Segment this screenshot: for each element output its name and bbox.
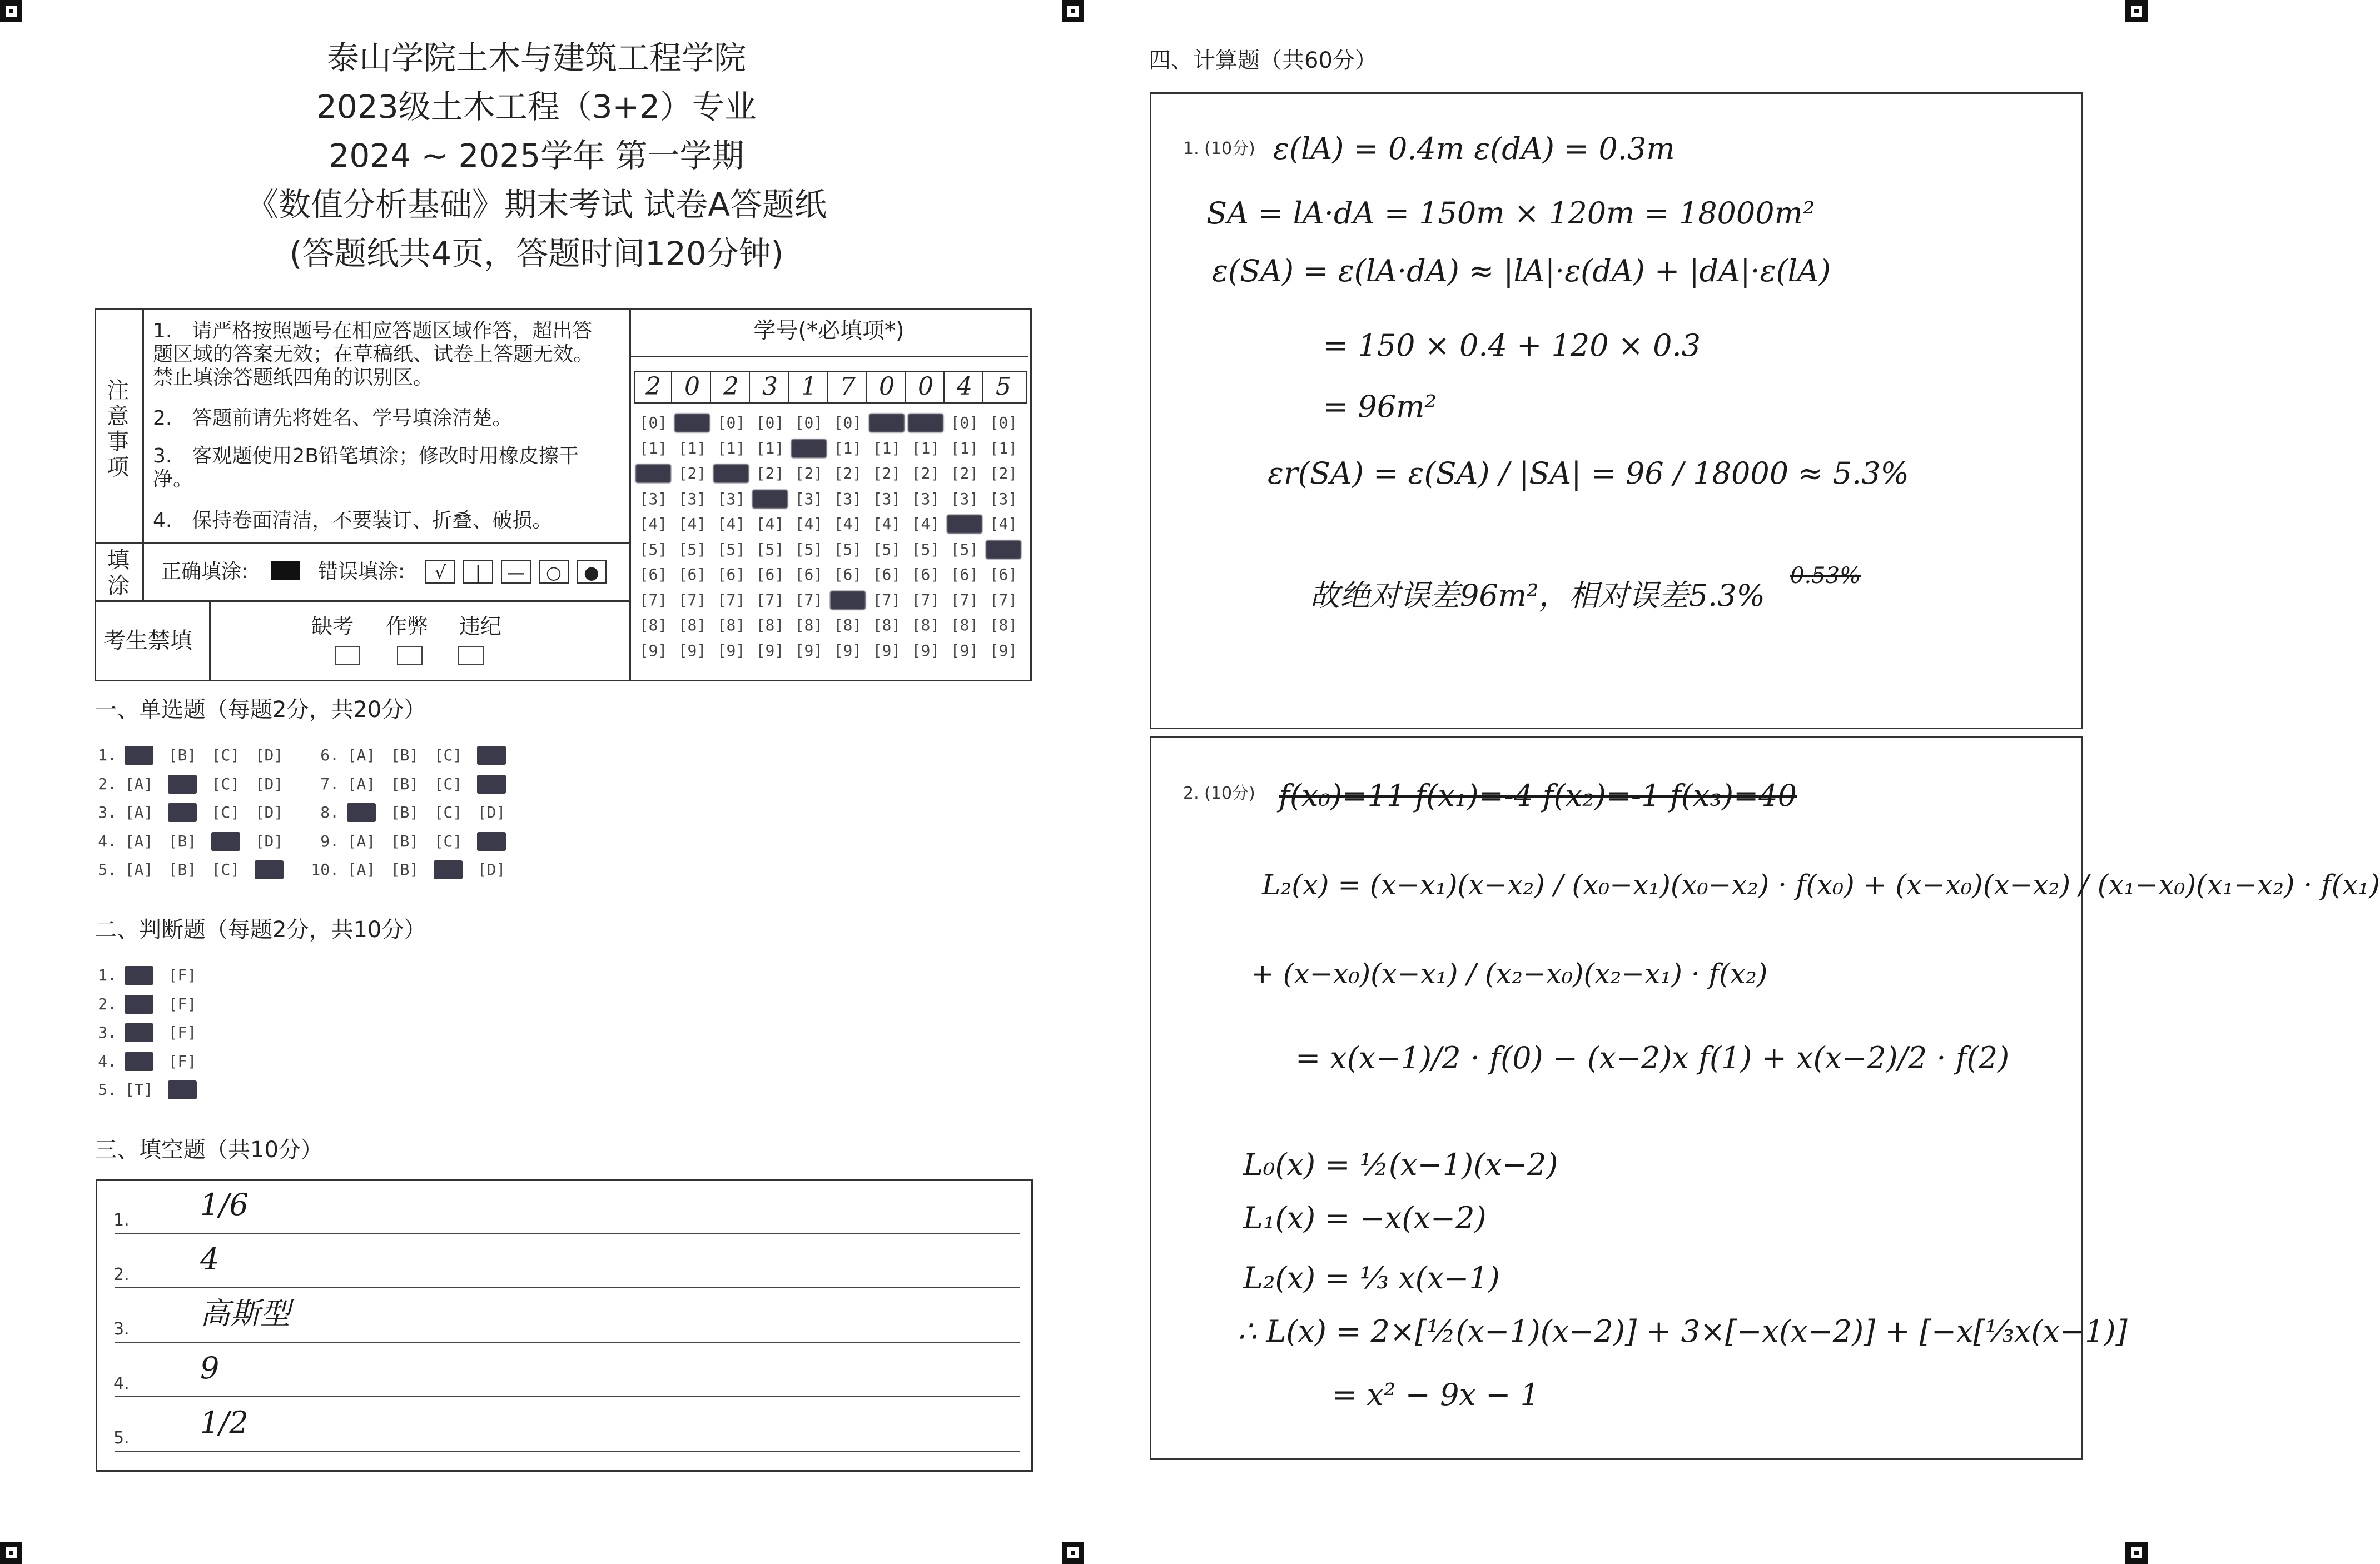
student-id-bubble[interactable]: [1] xyxy=(950,439,979,457)
choice-option-bubble[interactable]: [B] xyxy=(168,831,197,850)
section4-title: 四、计算题（共60分） xyxy=(1149,48,1377,73)
q2-line-5: L₁(x) = −x(x−2) xyxy=(1243,1201,1487,1236)
judge-question-row xyxy=(83,1052,211,1071)
corner-mark-top-middle xyxy=(1062,0,1084,22)
violation-checkbox[interactable] xyxy=(458,646,484,665)
correct-fill-label: 正确填涂: xyxy=(161,560,249,583)
question-number: 9. xyxy=(320,831,339,850)
q2-label: 2. (10分) xyxy=(1183,784,1255,803)
student-id-bubble[interactable]: [1] xyxy=(833,439,862,457)
q1-line-6: εr(SA) = ε(SA) / |SA| = 96 / 18000 ≈ 5.3% xyxy=(1268,456,1909,491)
choice-question-row xyxy=(83,832,298,851)
student-id-bubble[interactable]: [4] xyxy=(794,515,823,533)
choice-option-bubble[interactable]: [C] xyxy=(211,860,240,879)
student-id-bubble[interactable] xyxy=(791,439,827,458)
judge-question-row xyxy=(83,995,211,1014)
q1-line-3: ε(SA) = ε(lA·dA) ≈ |lA|·ε(dA) + |dA|·ε(lA) xyxy=(1212,253,1831,288)
judge-option-bubble[interactable]: [T] xyxy=(125,1080,153,1099)
cheat-checkbox[interactable] xyxy=(397,646,423,665)
corner-mark-bottom-middle xyxy=(1062,1542,1084,1564)
exam-option-violation: 违纪 xyxy=(459,614,502,639)
section1-title: 一、单选题（每题2分，共20分） xyxy=(95,697,426,723)
notice-item-1: 1. 请严格按照题号在相应答题区域作答，超出答题区域的答案无效；在草稿纸、试卷上答题无效。禁止填涂答题纸四角的识别区。 xyxy=(153,320,594,389)
choice-option-bubble[interactable]: [B] xyxy=(390,803,419,821)
student-id-bubble[interactable]: [9] xyxy=(872,641,901,660)
student-id-bubble[interactable]: [6] xyxy=(717,565,746,584)
student-id-bubble[interactable]: [9] xyxy=(989,641,1018,660)
blank-underline xyxy=(115,1342,1020,1343)
section3-title: 三、填空题（共10分） xyxy=(95,1137,323,1163)
choice-option-bubble[interactable]: [B] xyxy=(168,746,197,764)
judge-question-row xyxy=(83,1080,211,1099)
student-id-bubble[interactable]: [3] xyxy=(911,489,940,508)
q2-struck-line: f(x₀)=11 f(x₁)=-4 f(x₂)=-1 f(x₃)=40 xyxy=(1279,778,1797,813)
student-id-bubble[interactable]: [1] xyxy=(639,439,668,457)
student-id-bubble[interactable]: [7] xyxy=(794,590,823,609)
student-id-bubble[interactable]: [6] xyxy=(950,565,979,584)
student-id-bubble[interactable]: [0] xyxy=(833,414,862,432)
judge-option-bubble[interactable]: [F] xyxy=(168,994,197,1013)
corner-mark-top-left xyxy=(0,0,22,22)
q2-line-1: L₂(x) = (x−x₁)(x−x₂) / (x₀−x₁)(x₀−x₂) · f(x₀) + (x−x₀)(x−x₂) / (x₁−x₀)(x₁−x₂) · f(x₁) xyxy=(1262,869,2380,901)
student-id-bubble[interactable]: [3] xyxy=(639,489,668,508)
judge-option-bubble[interactable]: [F] xyxy=(168,1052,197,1070)
corner-mark-bottom-left xyxy=(0,1542,22,1564)
header-college: 泰山学院土木与建筑工程学院 xyxy=(326,39,746,77)
choice-option-bubble[interactable]: [D] xyxy=(255,803,284,821)
student-id-bubble[interactable]: [5] xyxy=(794,540,823,559)
student-id-bubble[interactable]: [8] xyxy=(717,616,746,634)
student-id-bubble[interactable]: [7] xyxy=(639,590,668,609)
student-id-bubble[interactable]: [1] xyxy=(717,439,746,457)
student-id-bubble[interactable]: [9] xyxy=(911,641,940,660)
student-id-bubble[interactable]: [5] xyxy=(756,540,784,559)
student-id-bubble[interactable]: [3] xyxy=(872,489,901,508)
q1-answer-box xyxy=(1150,92,2083,729)
student-id-bubble[interactable]: [9] xyxy=(950,641,979,660)
student-id-bubble[interactable]: [8] xyxy=(833,616,862,634)
student-id-digit: 0 xyxy=(674,372,711,402)
question-number: 1. xyxy=(98,746,117,764)
corner-mark-top-right xyxy=(2125,0,2148,22)
student-id-bubble[interactable] xyxy=(830,591,866,610)
choice-option-bubble[interactable]: [A] xyxy=(125,831,153,850)
choice-option-bubble[interactable]: [D] xyxy=(477,860,506,879)
blank-answer[interactable]: 4 xyxy=(200,1242,220,1277)
student-id-bubble[interactable] xyxy=(869,414,905,432)
judge-option-bubble[interactable] xyxy=(125,966,153,985)
question-number: 4. xyxy=(98,831,117,850)
question-number: 2. xyxy=(98,774,117,793)
student-id-digit: 5 xyxy=(996,372,1011,401)
student-id-bubble[interactable]: [3] xyxy=(678,489,707,508)
choice-option-bubble[interactable]: [C] xyxy=(434,803,463,821)
student-id-bubble[interactable]: [5] xyxy=(911,540,940,559)
choice-option-bubble[interactable]: [C] xyxy=(211,774,240,793)
choice-option-bubble[interactable]: [C] xyxy=(434,831,463,850)
choice-question-row xyxy=(306,832,520,851)
judge-option-bubble[interactable] xyxy=(125,995,153,1014)
choice-option-bubble[interactable] xyxy=(168,775,197,794)
student-id-bubble[interactable]: [4] xyxy=(678,515,707,533)
student-id-bubble[interactable]: [5] xyxy=(678,540,707,559)
student-id-bubble[interactable]: [3] xyxy=(833,489,862,508)
student-id-bubble[interactable]: [7] xyxy=(911,590,940,609)
choice-option-bubble[interactable]: [A] xyxy=(125,774,153,793)
student-id-bubble[interactable]: [4] xyxy=(717,515,746,533)
notice-item-3: 3. 客观题使用2B铅笔填涂；修改时用橡皮擦干净。 xyxy=(153,445,579,491)
blank-number: 5. xyxy=(113,1428,130,1448)
student-id-bubble[interactable]: [4] xyxy=(833,515,862,533)
blank-underline xyxy=(115,1287,1020,1288)
wrong-fill-dot: ● xyxy=(577,560,607,584)
choice-option-bubble[interactable]: [D] xyxy=(255,831,284,850)
judge-option-bubble[interactable]: [F] xyxy=(168,1023,197,1042)
q1-line-4: = 150 × 0.4 + 120 × 0.3 xyxy=(1323,328,1701,363)
student-id-bubble[interactable]: [6] xyxy=(833,565,862,584)
blank-number: 4. xyxy=(113,1374,130,1393)
choice-option-bubble[interactable]: [A] xyxy=(347,831,376,850)
student-id-bubble[interactable]: [4] xyxy=(872,515,901,533)
choice-option-bubble[interactable]: [B] xyxy=(390,774,419,793)
student-id-bubble[interactable]: [6] xyxy=(872,565,901,584)
q2-line-8: = x² − 9x − 1 xyxy=(1332,1377,1539,1412)
student-id-bubble[interactable]: [1] xyxy=(756,439,784,457)
student-id-bubble[interactable]: [3] xyxy=(717,489,746,508)
student-id-digit: 7 xyxy=(830,372,867,402)
exam-restricted-label: 考生禁填 xyxy=(103,628,192,654)
student-id-bubble[interactable]: [2] xyxy=(833,464,862,482)
student-id-bubble[interactable]: [0] xyxy=(794,414,823,432)
student-id-bubble[interactable]: [7] xyxy=(989,590,1018,609)
question-number: 6. xyxy=(320,746,339,764)
choice-option-bubble[interactable] xyxy=(477,746,506,765)
student-id-bubble[interactable]: [1] xyxy=(678,439,707,457)
q2-answer-box xyxy=(1150,736,2083,1460)
student-id-bubble[interactable]: [2] xyxy=(678,464,707,482)
choice-option-bubble[interactable]: [D] xyxy=(255,774,284,793)
student-id-digit: 3 xyxy=(752,372,789,402)
student-id-digit: 0 xyxy=(869,372,906,402)
choice-question-row xyxy=(306,860,520,879)
student-id-bubble[interactable]: [8] xyxy=(756,616,784,634)
student-id-bubble[interactable]: [8] xyxy=(794,616,823,634)
q1-line-7: 故绝对误差96m²，相对误差5.3% xyxy=(1310,578,1765,613)
student-id-bubble[interactable]: [4] xyxy=(639,515,668,533)
choice-option-bubble[interactable]: [A] xyxy=(347,746,376,764)
student-id-bubble[interactable]: [6] xyxy=(911,565,940,584)
student-id-bubble[interactable]: [3] xyxy=(794,489,823,508)
student-id-bubble[interactable]: [5] xyxy=(950,540,979,559)
student-id-bubble[interactable] xyxy=(908,414,943,432)
blank-underline xyxy=(115,1451,1020,1452)
fill-label: 填涂 xyxy=(107,547,130,599)
choice-question-row xyxy=(83,803,298,822)
student-id-bubble[interactable]: [0] xyxy=(639,414,668,432)
student-id-bubble[interactable]: [8] xyxy=(911,616,940,634)
question-number: 5. xyxy=(98,860,117,879)
judge-question-row xyxy=(83,1023,211,1042)
student-id-bubble[interactable]: [9] xyxy=(639,641,668,660)
student-id-digit: 2 xyxy=(713,372,750,402)
student-id-bubble[interactable]: [0] xyxy=(756,414,784,432)
student-id-bubble[interactable]: [8] xyxy=(989,616,1018,634)
student-id-bubble[interactable] xyxy=(635,464,671,483)
student-id-bubble[interactable]: [2] xyxy=(950,464,979,482)
choice-option-bubble[interactable] xyxy=(477,832,506,851)
question-number: 5. xyxy=(98,1080,117,1099)
blank-number: 3. xyxy=(113,1319,130,1339)
notice-item-2: 2. 答题前请先将姓名、学号填涂清楚。 xyxy=(153,407,513,430)
student-id-bubble[interactable]: [6] xyxy=(756,565,784,584)
header-exam-title: 《数值分析基础》期末考试 试卷A答题纸 xyxy=(246,186,827,223)
student-id-bubble[interactable]: [8] xyxy=(872,616,901,634)
blank-underline xyxy=(115,1233,1020,1234)
choice-option-bubble[interactable] xyxy=(125,746,153,765)
blank-underline xyxy=(115,1396,1020,1397)
student-id-bubble[interactable]: [4] xyxy=(989,515,1018,533)
student-id-label: 学号(*必填项*) xyxy=(753,318,905,343)
wrong-fill-circle: ○ xyxy=(539,560,569,584)
student-id-bubble[interactable]: [0] xyxy=(950,414,979,432)
student-id-bubble[interactable]: [7] xyxy=(950,590,979,609)
wrong-fill-samples xyxy=(425,560,607,584)
question-number: 4. xyxy=(98,1052,117,1070)
wrong-fill-dash: — xyxy=(501,560,531,584)
student-id-bubble[interactable]: [6] xyxy=(794,565,823,584)
student-id-bubble[interactable]: [9] xyxy=(756,641,784,660)
choice-option-bubble[interactable]: [C] xyxy=(211,746,240,764)
student-id-bubble[interactable]: [2] xyxy=(756,464,784,482)
choice-option-bubble[interactable]: [C] xyxy=(211,803,240,821)
q1-line-2: SA = lA·dA = 150m × 120m = 18000m² xyxy=(1206,196,1815,231)
choice-option-bubble[interactable] xyxy=(434,860,463,879)
choice-option-bubble[interactable]: [D] xyxy=(477,803,506,821)
student-id-bubble[interactable] xyxy=(674,414,710,432)
judge-option-bubble[interactable] xyxy=(125,1023,153,1042)
question-number: 8. xyxy=(320,803,339,821)
judge-option-bubble[interactable] xyxy=(168,1080,197,1099)
choice-question-row xyxy=(83,860,298,879)
blank-answer[interactable]: 1/2 xyxy=(200,1405,249,1440)
question-number: 3. xyxy=(98,1023,117,1042)
student-id-bubble[interactable]: [4] xyxy=(911,515,940,533)
student-id-bubble[interactable]: [6] xyxy=(678,565,707,584)
student-id-bubble[interactable]: [0] xyxy=(989,414,1018,432)
question-number: 2. xyxy=(98,994,117,1013)
choice-option-bubble[interactable] xyxy=(211,832,240,851)
student-id-bubble[interactable]: [7] xyxy=(678,590,707,609)
notice-label: 注意事项 xyxy=(107,378,129,480)
student-id-bubble[interactable]: [9] xyxy=(678,641,707,660)
student-id-bubble[interactable]: [1] xyxy=(989,439,1018,457)
student-id-bubble[interactable]: [3] xyxy=(989,489,1018,508)
blank-number: 1. xyxy=(113,1211,130,1230)
student-id-bubble[interactable]: [1] xyxy=(911,439,940,457)
choice-option-bubble[interactable] xyxy=(477,775,506,794)
choice-option-bubble[interactable]: [C] xyxy=(434,774,463,793)
choice-option-bubble[interactable]: [A] xyxy=(347,774,376,793)
choice-question-row xyxy=(306,746,520,765)
notice-item-4: 4. 保持卷面清洁，不要装订、折叠、破损。 xyxy=(153,509,553,532)
wrong-fill-check: √ xyxy=(425,560,455,584)
student-id-bubble[interactable]: [4] xyxy=(756,515,784,533)
student-id-bubble[interactable]: [8] xyxy=(950,616,979,634)
student-id-bubble[interactable]: [8] xyxy=(639,616,668,634)
student-id-digit: 0 xyxy=(908,372,945,402)
choice-option-bubble[interactable]: [C] xyxy=(434,746,463,764)
blank-number: 2. xyxy=(113,1265,130,1284)
choice-option-bubble[interactable]: [B] xyxy=(168,860,197,879)
student-id-bubble[interactable]: [2] xyxy=(872,464,901,482)
student-id-bubble[interactable] xyxy=(752,490,788,509)
section2-title: 二、判断题（每题2分，共10分） xyxy=(95,917,426,943)
choice-question-row xyxy=(83,775,298,794)
student-id-bubble[interactable]: [1] xyxy=(872,439,901,457)
question-number: 10. xyxy=(311,860,339,879)
q1-line-1: ε(lA) = 0.4m ε(dA) = 0.3m xyxy=(1273,131,1675,166)
student-id-bubble[interactable]: [7] xyxy=(756,590,784,609)
student-id-bubble[interactable]: [5] xyxy=(639,540,668,559)
wrong-fill-bar: | xyxy=(463,560,493,584)
student-id-bubble[interactable]: [0] xyxy=(717,414,746,432)
q2-line-3: = x(x−1)/2 · f(0) − (x−2)x f(1) + x(x−2)/2 · f(2) xyxy=(1295,1040,2010,1075)
q1-struck-value: 0.53% xyxy=(1790,563,1861,589)
q2-line-6: L₂(x) = ⅓ x(x−1) xyxy=(1243,1261,1500,1296)
exam-option-cheat: 作弊 xyxy=(386,614,429,639)
student-id-digit: 4 xyxy=(947,372,983,402)
choice-question-row xyxy=(83,746,298,765)
wrong-fill-label: 错误填涂: xyxy=(318,560,405,583)
student-id-bubble[interactable]: [2] xyxy=(794,464,823,482)
q2-line-4: L₀(x) = ½(x−1)(x−2) xyxy=(1243,1147,1558,1182)
q1-label: 1. (10分) xyxy=(1183,139,1255,158)
student-id-bubble[interactable]: [7] xyxy=(872,590,901,609)
choice-option-bubble[interactable]: [A] xyxy=(125,803,153,821)
student-id-digit: 2 xyxy=(635,372,672,402)
judge-option-bubble[interactable] xyxy=(125,1052,153,1071)
header-semester: 2024 ~ 2025学年 第一学期 xyxy=(329,137,744,175)
choice-option-bubble[interactable]: [B] xyxy=(390,860,419,879)
choice-option-bubble[interactable] xyxy=(347,803,376,822)
q2-line-7: ∴ L(x) = 2×[½(x−1)(x−2)] + 3×[−x(x−2)] + [−x[⅓x(x−1)] xyxy=(1238,1314,2128,1349)
judge-option-bubble[interactable]: [F] xyxy=(168,966,197,984)
student-id-bubble[interactable]: [2] xyxy=(911,464,940,482)
choice-option-bubble[interactable] xyxy=(255,860,284,879)
student-id-bubble[interactable] xyxy=(713,464,749,483)
student-id-bubble[interactable]: [3] xyxy=(950,489,979,508)
exam-option-absent: 缺考 xyxy=(311,614,354,639)
choice-option-bubble[interactable]: [B] xyxy=(390,746,419,764)
student-id-bubble[interactable]: [5] xyxy=(717,540,746,559)
student-id-bubble[interactable]: [5] xyxy=(833,540,862,559)
choice-option-bubble[interactable]: [A] xyxy=(125,860,153,879)
choice-question-row xyxy=(306,775,520,794)
blank-answer[interactable]: 1/6 xyxy=(200,1187,249,1222)
judge-question-row xyxy=(83,966,211,985)
question-number: 1. xyxy=(98,966,117,984)
student-id-bubble[interactable]: [6] xyxy=(639,565,668,584)
q1-line-5: = 96m² xyxy=(1323,389,1437,424)
header-instructions: (答题纸共4页，答题时间120分钟) xyxy=(289,235,784,272)
student-id-digit: 1 xyxy=(791,372,828,402)
correct-fill-sample xyxy=(271,561,300,580)
student-id-bubble[interactable]: [9] xyxy=(794,641,823,660)
q2-line-2: + (x−x₀)(x−x₁) / (x₂−x₀)(x₂−x₁) · f(x₂) xyxy=(1251,958,1768,990)
question-number: 3. xyxy=(98,803,117,821)
question-number: 7. xyxy=(320,774,339,793)
choice-option-bubble[interactable]: [D] xyxy=(255,746,284,764)
corner-mark-bottom-right xyxy=(2125,1542,2148,1564)
student-id-bubble[interactable]: [9] xyxy=(717,641,746,660)
student-id-bubble[interactable]: [6] xyxy=(989,565,1018,584)
choice-option-bubble[interactable]: [A] xyxy=(347,860,376,879)
student-id-bubble[interactable]: [5] xyxy=(872,540,901,559)
student-id-bubble[interactable]: [9] xyxy=(833,641,862,660)
student-id-bubble[interactable] xyxy=(986,540,1021,559)
absent-checkbox[interactable] xyxy=(335,646,360,665)
blank-answer[interactable]: 9 xyxy=(200,1351,220,1386)
student-id-bubble[interactable]: [8] xyxy=(678,616,707,634)
student-id-bubble[interactable]: [2] xyxy=(989,464,1018,482)
student-id-bubble[interactable] xyxy=(947,515,982,534)
header-major: 2023级土木工程（3+2）专业 xyxy=(316,88,757,126)
blank-answer[interactable]: 高斯型 xyxy=(200,1296,290,1331)
choice-option-bubble[interactable]: [B] xyxy=(390,831,419,850)
student-id-bubble[interactable]: [7] xyxy=(717,590,746,609)
choice-question-row xyxy=(306,803,520,822)
choice-option-bubble[interactable] xyxy=(168,803,197,822)
